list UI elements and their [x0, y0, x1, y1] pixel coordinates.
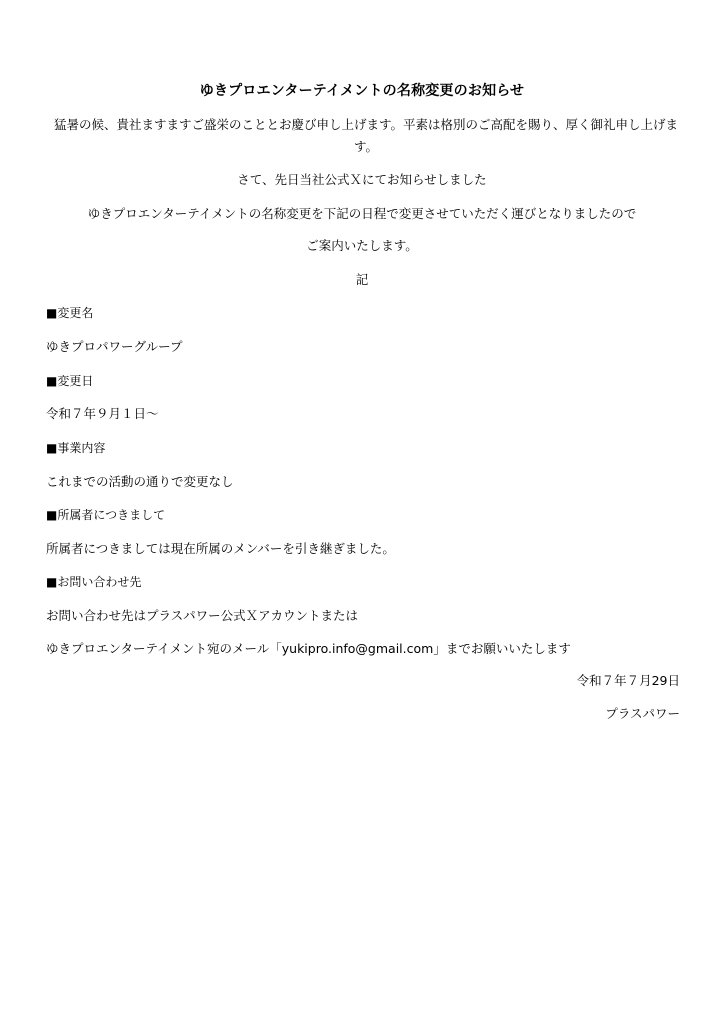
section-body-change-date: 令和７年９月１日～: [46, 406, 159, 421]
section-body-name-change: ゆきプロパワーグループ: [46, 339, 183, 354]
document-date: 令和７年７月29日: [576, 673, 680, 688]
section-body-contact: お問い合わせ先はプラスパワー公式Ｘアカウントまたは: [46, 608, 359, 623]
intro-line-3: ご案内いたします。: [306, 238, 418, 253]
section-heading-change-date: ■変更日: [46, 374, 94, 388]
contact-email-line: ゆきプロエンターテイメント宛のメール「yukipro.info@gmail.com」までお願いいたします: [46, 641, 571, 656]
intro-line-1: さて、先日当社公式Ｘにてお知らせしました: [237, 172, 487, 187]
ki-mark: 記: [355, 272, 369, 287]
section-heading-business: ■事業内容: [46, 441, 106, 455]
section-heading-name-change: ■変更名: [46, 306, 94, 320]
intro-line-2: ゆきプロエンターテイメントの名称変更を下記の日程で変更させていただく運びとなりましたので: [87, 206, 637, 221]
section-heading-contact: ■お問い合わせ先: [46, 575, 142, 589]
greeting-paragraph: 猛暑の候、貴社ますますご盛栄のこととお慶び申し上げます。平素は格別のご高配を賜り、厚く御礼申し上げます。: [53, 117, 678, 154]
section-body-members: 所属者につきましては現在所属のメンバーを引き継ぎました。: [46, 541, 395, 556]
document-title: ゆきプロエンターテイメントの名称変更のお知らせ: [199, 83, 525, 99]
section-body-business: これまでの活動の通りで変更なし: [46, 474, 234, 489]
section-heading-members: ■所属者につきまして: [46, 508, 166, 522]
document-signature: プラスパワー: [605, 706, 680, 721]
